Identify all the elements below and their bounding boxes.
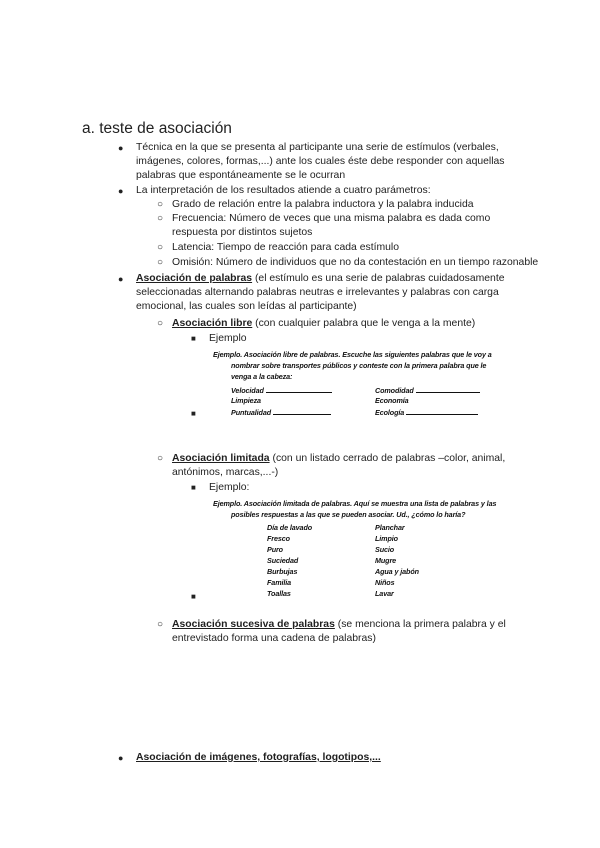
text-line: Omisión: Número de individuos que no da contestación en un tiempo razonable — [172, 257, 539, 268]
example-word: Ecología — [375, 408, 405, 417]
word-row — [375, 395, 409, 406]
text-line — [172, 317, 475, 331]
text-line: Ejemplo: — [209, 482, 250, 493]
example-word: Fresco — [267, 534, 290, 543]
example-word: Burbujas — [267, 567, 298, 576]
text-line — [136, 751, 381, 765]
bullet-square: ■ — [191, 483, 196, 492]
term-asociacion-limitada: Asociación limitada — [172, 453, 270, 464]
text-line: Ejemplo — [209, 333, 247, 344]
word-row — [231, 395, 261, 406]
text-line — [136, 272, 505, 286]
text-line: Frecuencia: Número de veces que una misma palabra es dada como — [172, 213, 491, 224]
bullet-disc: ● — [118, 143, 124, 153]
example-word: Limpio — [375, 534, 398, 543]
text-line: palabras que espontáneamente se le ocurran — [136, 170, 346, 181]
section-heading: a. teste de asociación — [82, 120, 232, 137]
text-span: (el estímulo es una serie de palabras cuidadosamente — [252, 273, 505, 284]
text-line: Grado de relación entre la palabra inductora y la palabra inducida — [172, 199, 474, 210]
example-word: Suciedad — [267, 556, 299, 565]
text-line: antónimos, marcas,...-) — [172, 467, 279, 478]
bullet-disc: ● — [118, 753, 124, 763]
example-word: Lavar — [375, 589, 394, 598]
example-word: Economía — [375, 396, 409, 405]
example-word: Planchar — [375, 523, 405, 532]
example-text: nombrar sobre transportes públicos y conteste con la primera palabra que le — [231, 361, 487, 370]
bullet-circle: ○ — [157, 242, 164, 253]
word-row — [231, 406, 331, 418]
word-row — [375, 406, 478, 418]
example-word: Sucio — [375, 545, 395, 554]
text-line: entrevistado forma una cadena de palabras) — [172, 633, 376, 644]
example-text: venga a la cabeza: — [231, 372, 293, 381]
text-span: (con un listado cerrado de palabras –color, animal, — [269, 453, 506, 464]
text-line: seleccionadas alternando palabras neutras e irrelevantes y palabras con carga — [136, 287, 499, 298]
text-span: (con cualquier palabra que le venga a la mente) — [252, 318, 476, 329]
text-line — [172, 452, 505, 466]
bullet-circle: ○ — [157, 213, 164, 224]
example-word: Día de lavado — [267, 523, 313, 532]
text-line: imágenes, colores, formas,...) ante los cuales éste debe responder con aquellas — [136, 156, 505, 167]
term-asociacion-imagenes: Asociación de imágenes, fotografías, logotipos,... — [136, 752, 381, 763]
text-line: Latencia: Tiempo de reacción para cada estímulo — [172, 242, 399, 253]
bullet-square: ■ — [191, 409, 196, 418]
term-asociacion-libre: Asociación libre — [172, 318, 253, 329]
text-span: (se menciona la primera palabra y el — [334, 619, 506, 630]
bullet-disc: ● — [118, 274, 124, 284]
example-word: Familia — [267, 578, 292, 587]
example-word: Comodidad — [375, 386, 414, 395]
example-text: posibles respuestas a las que se pueden asociar. Ud., ¿cómo lo haría? — [231, 510, 466, 519]
text-line: La interpretación de los resultados atiende a cuatro parámetros: — [136, 185, 431, 196]
bullet-circle: ○ — [157, 453, 164, 464]
example-word: Limpieza — [231, 396, 261, 405]
example-word: Mugre — [375, 556, 397, 565]
text-line — [172, 618, 506, 632]
text-line: respuesta por distintos sujetos — [172, 227, 313, 238]
example-word: Velocidad — [231, 386, 264, 395]
bullet-circle: ○ — [157, 318, 164, 329]
text-line: emocional, las cuales son leídas al participante) — [136, 301, 357, 312]
example-word: Niños — [375, 578, 395, 587]
example-word: Toallas — [267, 589, 291, 598]
bullet-circle: ○ — [157, 257, 164, 268]
text-line: Técnica en la que se presenta al participante una serie de estímulos (verbales, — [136, 142, 499, 153]
term-asociacion-palabras: Asociación de palabras — [136, 273, 253, 284]
bullet-square: ■ — [191, 592, 196, 601]
term-asociacion-sucesiva: Asociación sucesiva de palabras — [172, 619, 335, 630]
bullet-disc: ● — [118, 186, 124, 196]
example-word: Agua y jabón — [375, 567, 419, 576]
bullet-circle: ○ — [157, 619, 164, 630]
example-text: Ejemplo. Asociación limitada de palabras. Aquí se muestra una lista de palabras y las — [213, 499, 497, 508]
example-word: Puro — [267, 545, 283, 554]
bullet-circle: ○ — [157, 199, 164, 210]
example-text: Ejemplo. Asociación libre de palabras. Escuche las siguientes palabras que le voy a — [213, 350, 492, 359]
example-word: Puntualidad — [231, 408, 272, 417]
bullet-square: ■ — [191, 334, 196, 343]
